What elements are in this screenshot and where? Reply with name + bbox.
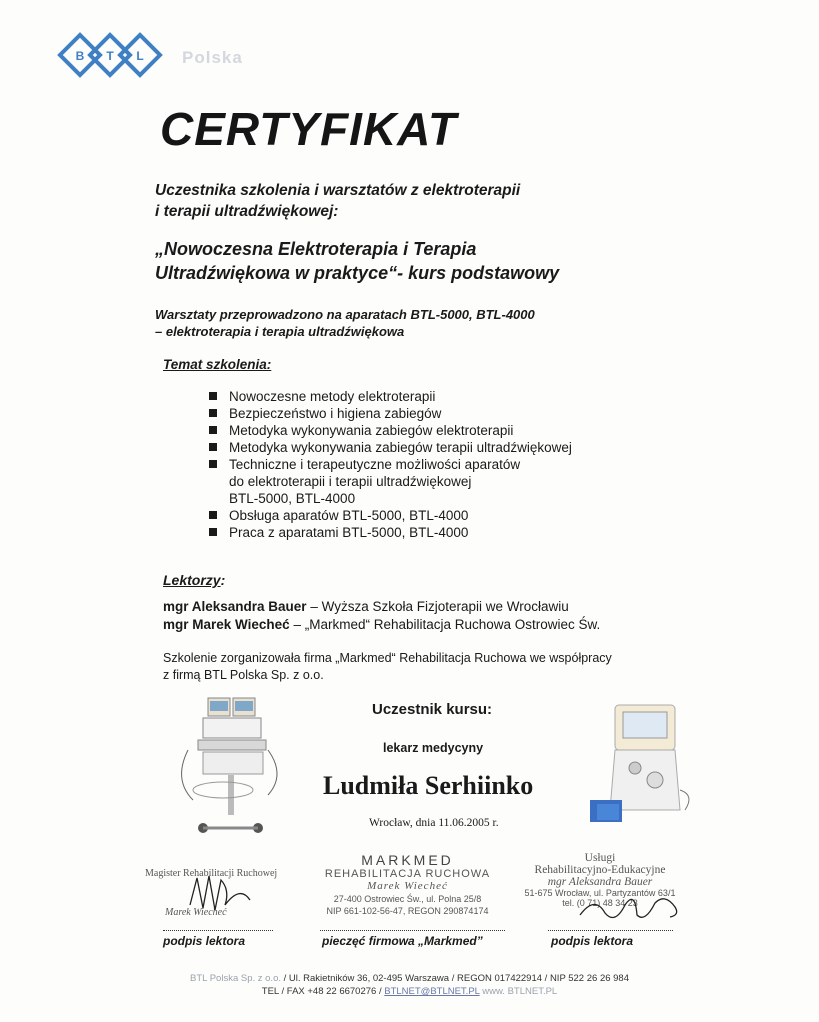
list-item [207,422,572,439]
workshop-line-2: – elektroterapia i terapia ultradźwiękowa [155,324,405,339]
topic-text: Obsługa aparatów BTL-5000, BTL-4000 [229,508,469,523]
logo-suffix: Polska [182,48,243,67]
workshop-info [155,306,535,340]
stamp-line: Usługi [584,852,616,864]
bullet-icon [209,392,217,400]
footer-address: / Ul. Rakietników 36, 02-495 Warszawa / REGON 017422914 / NIP 522 26 26 984 [281,973,629,984]
stamp-line: NIP 661-102-56-47, REGON 290874174 [326,906,489,916]
workshop-line-1: Warsztaty przeprowadzono na aparatach BTL-5000, BTL-4000 [155,307,535,322]
topic-text: Metodyka wykonywania zabiegów elektroterapii [229,423,514,438]
topic-text: Metodyka wykonywania zabiegów terapii ultradźwiękowej [229,440,572,455]
certificate-title: CERTYFIKAT [160,103,458,155]
lecturer-affiliation: – „Markmed“ Rehabilitacja Ruchowa Ostrowiec Św. [289,617,601,632]
svg-text:T: T [106,49,114,63]
topic-text: Techniczne i terapeutyczne możliwości aparatów [229,457,521,472]
intro-text [155,180,520,222]
participant-title: lekarz medycyny [383,741,484,755]
caption-center: pieczęć firmowa „Markmed” [322,934,483,948]
stamp-line: REHABILITACJA RUCHOWA [324,868,491,880]
stamp-line: mgr Aleksandra Bauer [547,876,653,888]
btl-logo [55,30,165,80]
stamp-line: tel. (0 71) 48 34 23 [562,898,638,908]
btl-device-cart-image [168,690,288,840]
signature-line [163,930,273,931]
topic-text: Bezpieczeństwo i higiena zabiegów [229,406,442,421]
stamp-line: Marek Wiecheć [367,880,448,892]
topic-text: do elektroterapii i terapii ultradźwiękowej [229,474,472,489]
footer-web-link[interactable]: www. BTLNET.PL [482,986,558,997]
signature-line [320,930,505,931]
footer-email-link[interactable]: BTLNET@BTLNET.PL [384,986,480,997]
stamp-line: Marek Wiecheć [165,907,227,918]
course-name [155,237,559,285]
list-item [207,507,572,524]
organizer-line-2: z firmą BTL Polska Sp. z o.o. [163,668,324,682]
course-line-2: Ultradźwiękowa w praktyce“- kurs podstawowy [155,263,560,283]
svg-text:L: L [136,49,144,63]
caption-left: podpis lektora [163,934,246,948]
footer-phone: TEL / FAX +48 22 6670276 / [261,986,385,997]
bullet-icon [209,409,217,417]
svg-text:B: B [75,49,85,63]
list-item [207,405,572,422]
topic-text: BTL-5000, BTL-4000 [229,491,356,506]
stamp-line: Magister Rehabilitacji Ruchowej [145,868,278,879]
topics-list [207,388,572,541]
bullet-icon [209,426,217,434]
left-signature [185,870,255,920]
btl-ultrasound-device-image [585,700,700,830]
caption-right: podpis lektora [551,934,634,948]
bullet-icon [209,443,217,451]
place-date: Wrocław, dnia 11.06.2005 r. [369,817,499,829]
bullet-icon [209,460,217,468]
participant-heading: Uczestnik kursu: [372,701,493,718]
footer-line-2 [0,986,819,997]
lecturer-name: mgr Aleksandra Bauer [163,599,307,614]
list-item [207,524,572,541]
footer-line-1 [0,973,819,984]
topic-text: Praca z aparatami BTL-5000, BTL-4000 [229,525,469,540]
lecturer-row [163,598,600,616]
intro-line-1: Uczestnika szkolenia i warsztatów z elektroterapii [155,182,521,199]
stamp-line: Rehabilitacyjno-Edukacyjne [534,864,666,876]
markmed-company-stamp [315,852,500,916]
participant-name: Ludmiła Serhiinko [323,771,534,800]
list-item [207,388,572,405]
bullet-icon [209,528,217,536]
intro-line-2: i terapii ultradźwiękowej: [155,203,339,220]
right-signature [575,885,685,930]
lecturer-affiliation: – Wyższa Szkoła Fizjoterapii we Wrocławiu [306,599,569,614]
topics-heading: Temat szkolenia: [163,357,272,372]
lecturers-heading-colon: : [220,572,226,588]
lecturer-name: mgr Marek Wiecheć [163,617,290,632]
lecturers-heading [163,572,225,588]
list-item [207,456,572,507]
course-line-1: „Nowoczesna Elektroterapia i Terapia [155,239,477,259]
topic-text: Nowoczesne metody elektroterapii [229,389,436,404]
bullet-icon [209,511,217,519]
lecturers-list [163,598,600,634]
stamp-line: 27-400 Ostrowiec Św., ul. Polna 25/8 [333,894,482,904]
signature-line [548,930,673,931]
organizer-info [163,650,612,684]
stamp-line: MARKMED [361,852,454,868]
footer-company: BTL Polska Sp. z o.o. [190,973,281,984]
lecturer-row [163,616,600,634]
lecturers-heading-text: Lektorzy [163,572,221,588]
organizer-line-1: Szkolenie zorganizowała firma „Markmed“ Rehabilitacja Ruchowa we współpracy [163,651,612,665]
list-item [207,439,572,456]
stamp-line: 51-675 Wrocław, ul. Partyzantów 63/1 [524,888,676,898]
